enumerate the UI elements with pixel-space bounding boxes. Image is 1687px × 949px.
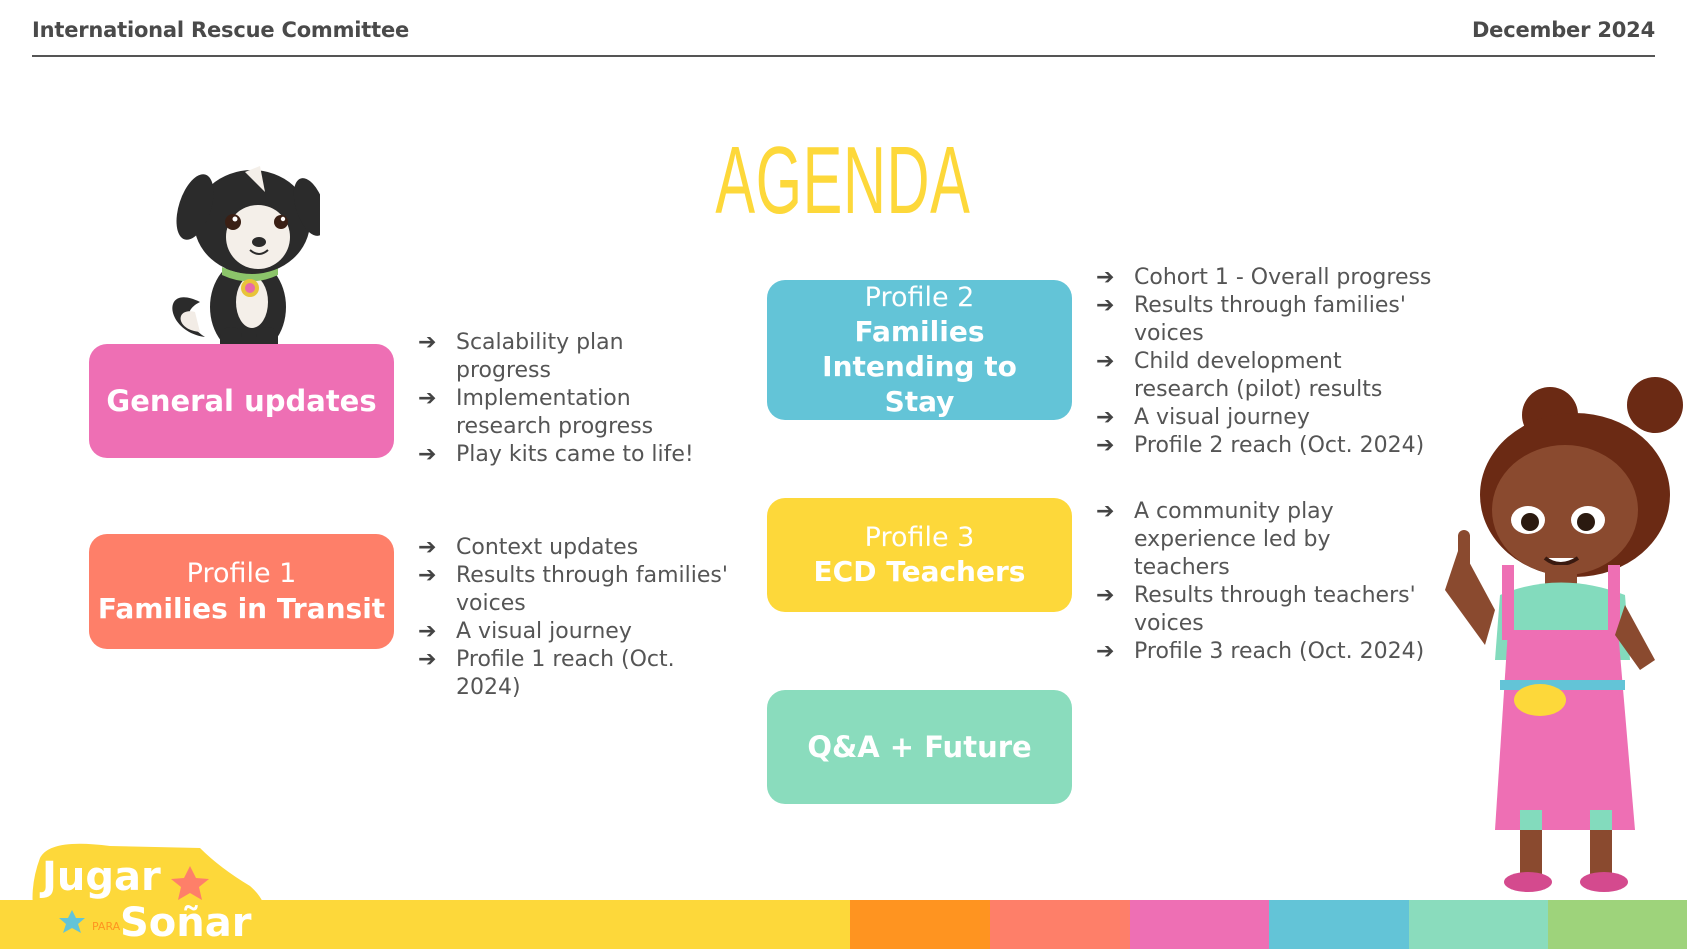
right-arrow-icon: ➔ xyxy=(418,535,437,560)
right-arrow-icon: ➔ xyxy=(418,386,437,411)
right-arrow-icon: ➔ xyxy=(1096,349,1115,374)
strip-green xyxy=(1548,900,1687,949)
general-updates-box xyxy=(89,344,394,458)
list-item: ➔ Scalability plan progress xyxy=(418,330,624,383)
profile-1-title: Families in Transit xyxy=(97,591,386,625)
list-item: ➔ Play kits came to life! xyxy=(418,442,694,467)
profile-3-list xyxy=(1096,498,1426,666)
qa-future-box xyxy=(767,690,1072,804)
list-item: ➔ Child development research (pilot) results xyxy=(1096,349,1383,402)
list-item: ➔ Profile 2 reach (Oct. 2024) xyxy=(1096,433,1425,458)
profile-2-title: Families Intending to Stay xyxy=(822,315,1017,419)
logo-word-para: PARA xyxy=(92,920,121,933)
list-item: ➔ A visual journey xyxy=(1096,405,1310,430)
strip-mint xyxy=(1409,900,1548,949)
profile-2-list xyxy=(1096,264,1441,460)
qa-future-label: Q&A + Future xyxy=(807,729,1032,764)
list-item: ➔ Cohort 1 - Overall progress xyxy=(1096,265,1432,290)
profile-1-list xyxy=(418,534,738,702)
general-updates-list xyxy=(418,329,718,469)
list-item: ➔ Results through families' voices xyxy=(1096,293,1406,346)
list-item: ➔ A community play experience led by teachers xyxy=(1096,499,1334,580)
profile-1-box xyxy=(89,534,394,649)
right-arrow-icon: ➔ xyxy=(418,442,437,467)
profile-3-title: ECD Teachers xyxy=(813,555,1026,589)
profile-3-box xyxy=(767,498,1072,612)
right-arrow-icon: ➔ xyxy=(418,563,437,588)
jugar-para-sonar-logo xyxy=(20,838,270,946)
list-item: ➔ Profile 1 reach (Oct. 2024) xyxy=(418,647,675,700)
report-date: December 2024 xyxy=(1471,18,1655,42)
right-arrow-icon: ➔ xyxy=(1096,583,1115,608)
right-arrow-icon: ➔ xyxy=(1096,499,1115,524)
right-arrow-icon: ➔ xyxy=(1096,293,1115,318)
profile-3-number: Profile 3 xyxy=(864,521,975,553)
list-item: ➔ Results through families' voices xyxy=(418,563,728,616)
profile-2-box xyxy=(767,280,1072,420)
right-arrow-icon: ➔ xyxy=(418,330,437,355)
strip-pink xyxy=(1130,900,1269,949)
strip-coral xyxy=(990,900,1130,949)
right-arrow-icon: ➔ xyxy=(1096,433,1115,458)
right-arrow-icon: ➔ xyxy=(1096,639,1115,664)
girl-illustration xyxy=(1440,370,1687,900)
logo-word-jugar: Jugar xyxy=(42,854,161,900)
list-item: ➔ Implementation research progress xyxy=(418,386,654,439)
organization-name: International Rescue Committee xyxy=(32,18,410,42)
general-updates-label: General updates xyxy=(106,383,377,418)
list-item: ➔ A visual journey xyxy=(418,619,632,644)
logo-word-sonar: Soñar xyxy=(120,900,252,946)
strip-teal xyxy=(1269,900,1409,949)
right-arrow-icon: ➔ xyxy=(1096,405,1115,430)
right-arrow-icon: ➔ xyxy=(418,647,437,672)
profile-2-number: Profile 2 xyxy=(864,281,975,313)
header-divider xyxy=(32,55,1655,57)
agenda-title: AGENDA xyxy=(715,127,971,234)
list-item: ➔ Context updates xyxy=(418,535,639,560)
list-item: ➔ Results through teachers' voices xyxy=(1096,583,1416,636)
dog-illustration xyxy=(160,162,320,362)
right-arrow-icon: ➔ xyxy=(418,619,437,644)
list-item: ➔ Profile 3 reach (Oct. 2024) xyxy=(1096,639,1425,664)
profile-1-number: Profile 1 xyxy=(186,558,297,590)
right-arrow-icon: ➔ xyxy=(1096,265,1115,290)
strip-orange xyxy=(850,900,990,949)
